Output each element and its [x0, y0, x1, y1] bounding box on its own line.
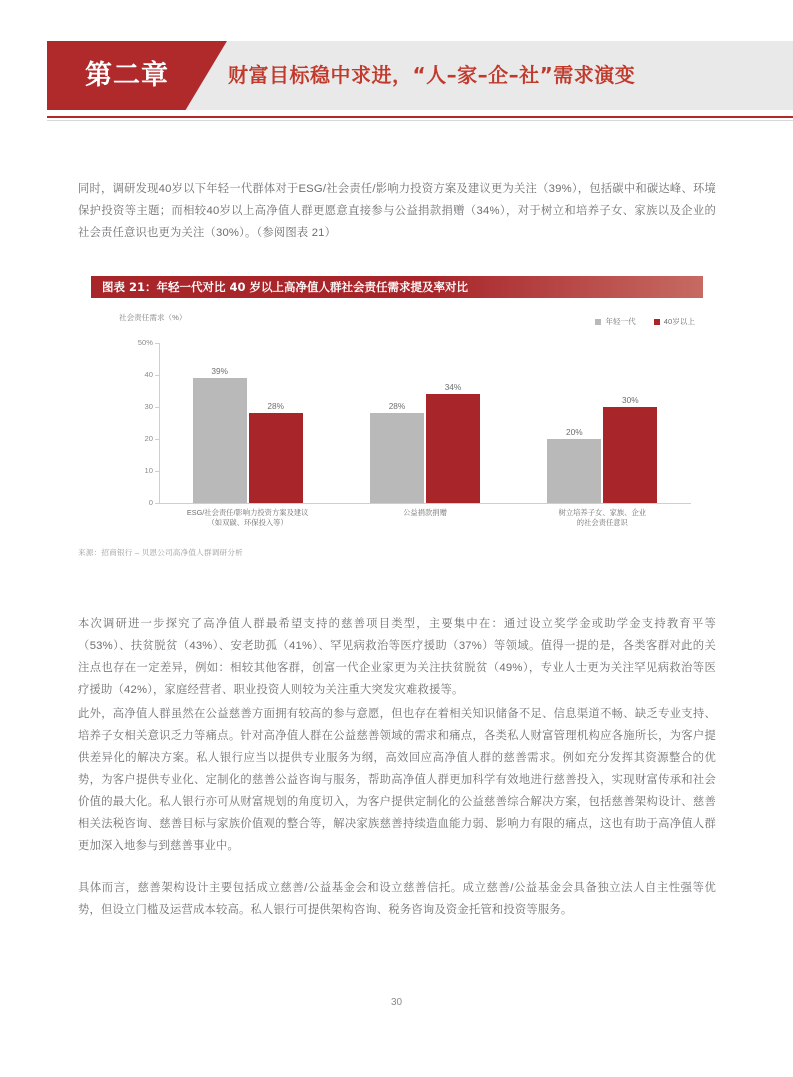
- chart-canvas: [91, 298, 703, 560]
- page-title: 财富目标稳中求进，“人–家–企–社”需求演变: [228, 63, 636, 87]
- paragraph-block-3: [78, 877, 716, 921]
- y-axis-tick-mark: [155, 503, 159, 504]
- paragraph-block-1: [78, 613, 716, 701]
- figure-21: [91, 276, 703, 560]
- page-number: 30: [390, 997, 403, 1008]
- x-axis-category-label: [158, 508, 338, 528]
- banner-underline-red: [47, 116, 793, 118]
- figure-title-bar: [91, 276, 703, 298]
- y-axis-line: [159, 343, 160, 503]
- x-axis-category-label: [512, 508, 692, 528]
- chart-bar: [370, 413, 424, 503]
- bar-value-label: 34%: [444, 382, 462, 393]
- y-axis-tick-text: 50%: [137, 338, 153, 347]
- y-axis-tick-mark: [155, 343, 159, 344]
- y-axis-tick-mark: [155, 407, 159, 408]
- bar-value-label: 28%: [388, 401, 406, 412]
- legend-label: 年轻一代: [605, 317, 636, 326]
- paragraph-block-2: [78, 703, 716, 857]
- x-axis-category-line: 的社会责任意识: [576, 518, 628, 527]
- y-axis-tick-text: 20: [144, 434, 153, 443]
- chart-plot-region: [91, 298, 703, 560]
- x-axis-line: [159, 503, 691, 504]
- chapter-header-banner: [0, 41, 793, 110]
- chart-bar: [426, 394, 480, 503]
- y-axis-tick-mark: [155, 375, 159, 376]
- x-axis-category-line: ESG/社会责任/影响力投资方案及建议: [186, 508, 309, 517]
- legend-label: 40岁以上: [663, 317, 695, 326]
- y-axis-tick-text: 30: [144, 402, 153, 411]
- chart-bar: [547, 439, 601, 503]
- chapter-tag: 第二章: [85, 60, 169, 91]
- bar-value-label: 28%: [267, 401, 284, 412]
- y-axis-tick-text: 10: [144, 466, 153, 475]
- y-axis-tick-mark: [155, 471, 159, 472]
- y-axis-tick-mark: [155, 439, 159, 440]
- y-axis-title: 社会责任需求（%）: [119, 313, 187, 322]
- bar-value-label: 20%: [566, 427, 583, 437]
- x-axis-category-label: [335, 508, 515, 518]
- body-paragraph-3: 具体而言，慈善架构设计主要包括成立慈善/公益基金会和设立慈善信托。成立慈善/公益基金会具备独立法人自主性强等优势，但设立门槛及运营成本较高。私人银行可提供架构咨询、税务咨询及资金托管和投资等服务。: [78, 882, 716, 916]
- figure-title: 图表 21：年轻一代对比 40 岁以上高净值人群社会责任需求提及率对比: [102, 280, 469, 294]
- y-axis-tick-text: 0: [148, 498, 153, 507]
- x-axis-category-line: 树立培养子女、家族、企业: [558, 508, 647, 517]
- body-paragraph-2: 此外，高净值人群虽然在公益慈善方面拥有较高的参与意愿，但也存在着相关知识储备不足、信息渠道不畅、缺乏专业支持、培养子女相关意识乏力等痛点。针对高净值人群在公益慈善领域的需求和痛点，各类私人财富管理机构应各施所长，为客户提供差异化的解决方案。私人银行应当以提供专业服务为纲，高效回应高净值人群的慈善需求。例如充分发挥其资源整合的优势，为客户提供专业化、定制化的慈善公益咨询与服务，帮助高净值人群更加科学有效地进行慈善投入，实现财富传承和社会价值的最大化。私人银行亦可从财富规划的角度切入，为客户提供定制化的公益慈善综合解决方案，包括慈善架构设计、慈善相关法税咨询、慈善目标与家族价值观的整合等，解决家族慈善持续造血能力弱、影响力有限的痛点，这也有助于高净值人群更加深入地参与到慈善事业中。: [78, 708, 716, 852]
- chart-bar: [603, 407, 657, 503]
- bar-value-label: 39%: [211, 366, 228, 377]
- intro-paragraph-block: [78, 178, 716, 244]
- intro-paragraph: 同时，调研发现40岁以下年轻一代群体对于ESG/社会责任/影响力投资方案及建议更为关注（39%），包括碳中和碳达峰、环境保护投资等主题；而相较40岁以上高净值人群更愿意直接参与公益捐款捐赠（34%），对于树立和培养子女、家族以及企业的社会责任意识也更为关注（30%）。（参阅图表 21）: [78, 183, 716, 239]
- y-axis-tick-text: 40: [144, 370, 153, 379]
- x-axis-category-line: （如双碳、环保投入等）: [207, 518, 288, 527]
- banner-underline-gray: [47, 120, 793, 121]
- chart-bar: [249, 413, 303, 503]
- chart-bar: [193, 378, 247, 503]
- body-paragraph-1: 本次调研进一步探究了高净值人群最希望支持的慈善项目类型，主要集中在：通过设立奖学金或助学金支持教育平等（53%）、扶贫脱贫（43%）、安老助孤（41%）、罕见病救治等医疗援助（37%）等领域。值得一提的是，各类客群对此的关注点也存在一定差异，例如：相较其他客群，创富一代企业家更为关注扶贫脱贫（49%），专业人士更为关注罕见病救治等医疗援助（42%），家庭经营者、职业投资人则较为关注重大突发灾难救援等。: [78, 618, 716, 696]
- bar-value-label: 30%: [622, 395, 639, 405]
- figure-source-note: 来源：招商银行 – 贝恩公司高净值人群调研分析: [78, 548, 243, 557]
- x-axis-category-line: 公益捐款捐赠: [403, 508, 447, 517]
